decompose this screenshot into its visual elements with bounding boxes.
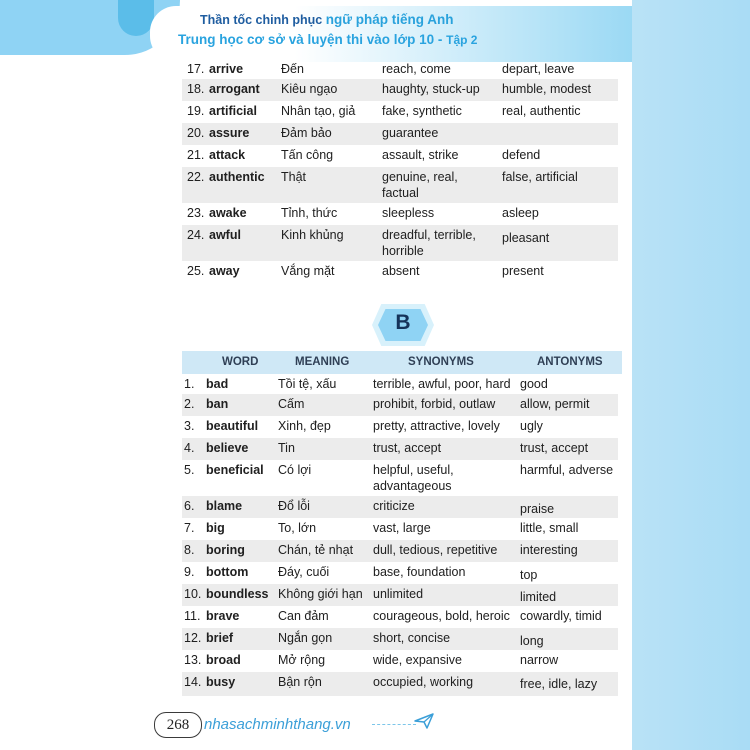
website-link[interactable]: nhasachminhthang.vn <box>204 716 351 733</box>
row-antonyms: trust, accept <box>520 441 589 455</box>
row-meaning: Tấn công <box>281 148 334 162</box>
row-number: 25. <box>187 264 205 278</box>
row-synonyms: unlimited <box>373 587 424 601</box>
row-word: arrive <box>209 62 244 76</box>
table-row <box>182 672 618 696</box>
right-margin-strip <box>632 0 750 750</box>
row-synonyms: wide, expansive <box>373 653 462 667</box>
row-word: awful <box>209 228 241 242</box>
row-synonyms: vast, large <box>373 521 431 535</box>
table-row <box>182 225 618 261</box>
row-synonyms: criticize <box>373 499 415 513</box>
row-word: assure <box>209 126 250 140</box>
row-meaning: Ngắn gọn <box>278 631 333 645</box>
table-header <box>182 351 622 374</box>
row-number: 11. <box>184 609 201 623</box>
row-antonyms: cowardly, timid <box>520 609 602 623</box>
table-row <box>182 416 618 438</box>
row-word: artificial <box>209 104 257 118</box>
paper-plane-icon <box>414 712 434 735</box>
row-antonyms: present <box>502 264 544 278</box>
row-number: 18. <box>187 82 205 96</box>
row-synonyms: courageous, bold, heroic <box>373 609 510 623</box>
row-number: 7. <box>184 521 195 535</box>
row-antonyms: praise <box>520 502 555 516</box>
row-synonyms: sleepless <box>382 206 435 220</box>
row-number: 23. <box>187 206 205 220</box>
row-antonyms: narrow <box>520 653 559 667</box>
row-meaning: Tin <box>278 441 295 455</box>
row-antonyms: interesting <box>520 543 578 557</box>
row-synonyms: reach, come <box>382 62 451 76</box>
row-meaning: Tồi tệ, xấu <box>278 377 337 391</box>
row-meaning: Can đảm <box>278 609 329 623</box>
paper-plane-icon-svg <box>414 712 434 730</box>
header-title-line1: Thần tốc chinh phục ngữ pháp tiếng Anh <box>200 12 454 27</box>
plane-trail <box>372 724 416 725</box>
table-row <box>182 394 618 416</box>
row-antonyms: allow, permit <box>520 397 590 411</box>
table-row <box>182 496 618 518</box>
row-word: blame <box>206 499 243 513</box>
row-meaning: Không giới hạn <box>278 587 363 601</box>
row-antonyms: false, artificial <box>502 170 578 184</box>
row-antonyms: pleasant <box>502 231 550 245</box>
row-meaning: Vắng mặt <box>281 264 335 278</box>
row-antonyms: real, authentic <box>502 104 581 118</box>
row-number: 19. <box>187 104 205 118</box>
row-word: arrogant <box>209 82 260 96</box>
row-word: boundless <box>206 587 269 601</box>
row-meaning: Đáy, cuối <box>278 565 330 579</box>
row-meaning: Đến <box>281 62 304 76</box>
row-number: 1. <box>184 377 195 391</box>
table-row <box>182 167 618 203</box>
row-meaning: Chán, tẻ nhạt <box>278 543 354 557</box>
row-synonyms: fake, synthetic <box>382 104 462 118</box>
row-antonyms: harmful, adverse <box>520 463 614 477</box>
row-word: attack <box>209 148 246 162</box>
row-meaning: Mở rộng <box>278 653 326 667</box>
table-row <box>182 562 618 584</box>
row-number: 6. <box>184 499 195 513</box>
header-title-line2: Trung học cơ sở và luyện thi vào lớp 10 - Tập 2 <box>178 32 478 47</box>
row-antonyms: defend <box>502 148 541 162</box>
row-number: 4. <box>184 441 195 455</box>
row-antonyms: little, small <box>520 521 579 535</box>
row-number: 9. <box>184 565 195 579</box>
row-synonyms: short, concise <box>373 631 451 645</box>
row-word: ban <box>206 397 229 411</box>
row-number: 12. <box>184 631 202 645</box>
row-number: 14. <box>184 675 202 689</box>
header-antonyms: ANTONYMS <box>537 356 603 368</box>
row-synonyms: prohibit, forbid, outlaw <box>373 397 496 411</box>
row-synonyms: assault, strike <box>382 148 459 162</box>
row-word: bottom <box>206 565 249 579</box>
row-synonyms: dull, tedious, repetitive <box>373 543 498 557</box>
table-row <box>182 584 618 606</box>
table-row <box>182 374 618 394</box>
row-meaning: Đảm bảo <box>281 126 332 140</box>
row-antonyms: depart, leave <box>502 62 575 76</box>
section-letter: B <box>395 311 411 334</box>
row-word: believe <box>206 441 249 455</box>
row-synonyms: guarantee <box>382 126 439 140</box>
row-antonyms: ugly <box>520 419 543 433</box>
row-synonyms: dreadful, terrible, horrible <box>382 228 476 258</box>
page-number: 268 <box>154 712 202 738</box>
row-number: 22. <box>187 170 205 184</box>
row-antonyms: humble, modest <box>502 82 591 96</box>
row-meaning: To, lớn <box>278 521 317 535</box>
row-word: awake <box>209 206 247 220</box>
table-row <box>182 59 618 79</box>
header-word: WORD <box>222 356 259 368</box>
row-synonyms: base, foundation <box>373 565 466 579</box>
row-word: boring <box>206 543 245 557</box>
table-row <box>182 460 618 496</box>
row-meaning: Cấm <box>278 397 305 411</box>
row-meaning: Thật <box>281 170 307 184</box>
row-meaning: Đổ lỗi <box>278 499 310 513</box>
row-word: brief <box>206 631 234 645</box>
table-row <box>182 438 618 460</box>
row-word: broad <box>206 653 241 667</box>
table-row <box>182 628 618 650</box>
row-word: beautiful <box>206 419 259 433</box>
row-synonyms: haughty, stuck-up <box>382 82 480 96</box>
row-word: away <box>209 264 240 278</box>
row-word: bad <box>206 377 229 391</box>
table-row <box>182 145 618 167</box>
row-meaning: Kiêu ngạo <box>281 82 338 96</box>
row-meaning: Nhân tạo, giả <box>281 104 356 118</box>
header-synonyms: SYNONYMS <box>408 356 474 368</box>
table-row <box>182 540 618 562</box>
table-row <box>182 79 618 101</box>
table-row <box>182 203 618 225</box>
table-row <box>182 101 618 123</box>
row-synonyms: genuine, real, factual <box>382 170 458 200</box>
row-synonyms: trust, accept <box>373 441 442 455</box>
row-synonyms: helpful, useful, advantageous <box>373 463 454 493</box>
row-antonyms: top <box>520 568 538 582</box>
row-antonyms: free, idle, lazy <box>520 677 598 691</box>
row-number: 24. <box>187 228 205 242</box>
row-meaning: Có lợi <box>278 463 312 477</box>
row-synonyms: terrible, awful, poor, hard <box>373 377 511 391</box>
row-synonyms: absent <box>382 264 420 278</box>
row-synonyms: occupied, working <box>373 675 474 689</box>
row-antonyms: good <box>520 377 548 391</box>
row-meaning: Xinh, đẹp <box>278 419 331 433</box>
row-word: busy <box>206 675 236 689</box>
table-row <box>182 261 618 283</box>
row-meaning: Kinh khủng <box>281 228 344 242</box>
table-row <box>182 123 618 145</box>
row-word: beneficial <box>206 463 264 477</box>
table-row <box>182 606 618 628</box>
row-number: 17. <box>187 62 205 76</box>
row-number: 10. <box>184 587 202 601</box>
row-meaning: Bận rộn <box>278 675 322 689</box>
row-meaning: Tỉnh, thức <box>281 206 338 220</box>
row-number: 2. <box>184 397 195 411</box>
row-word: brave <box>206 609 240 623</box>
row-antonyms: long <box>520 634 544 648</box>
table-row <box>182 650 618 672</box>
row-number: 3. <box>184 419 195 433</box>
row-antonyms: limited <box>520 590 557 604</box>
row-word: big <box>206 521 225 535</box>
table-row <box>182 518 618 540</box>
row-number: 20. <box>187 126 205 140</box>
header-decoration-dot <box>118 0 154 36</box>
row-number: 21. <box>187 148 205 162</box>
row-number: 13. <box>184 653 202 667</box>
row-synonyms: pretty, attractive, lovely <box>373 419 500 433</box>
row-number: 5. <box>184 463 195 477</box>
row-word: authentic <box>209 170 265 184</box>
header-meaning: MEANING <box>295 356 350 368</box>
row-antonyms: asleep <box>502 206 539 220</box>
row-number: 8. <box>184 543 195 557</box>
